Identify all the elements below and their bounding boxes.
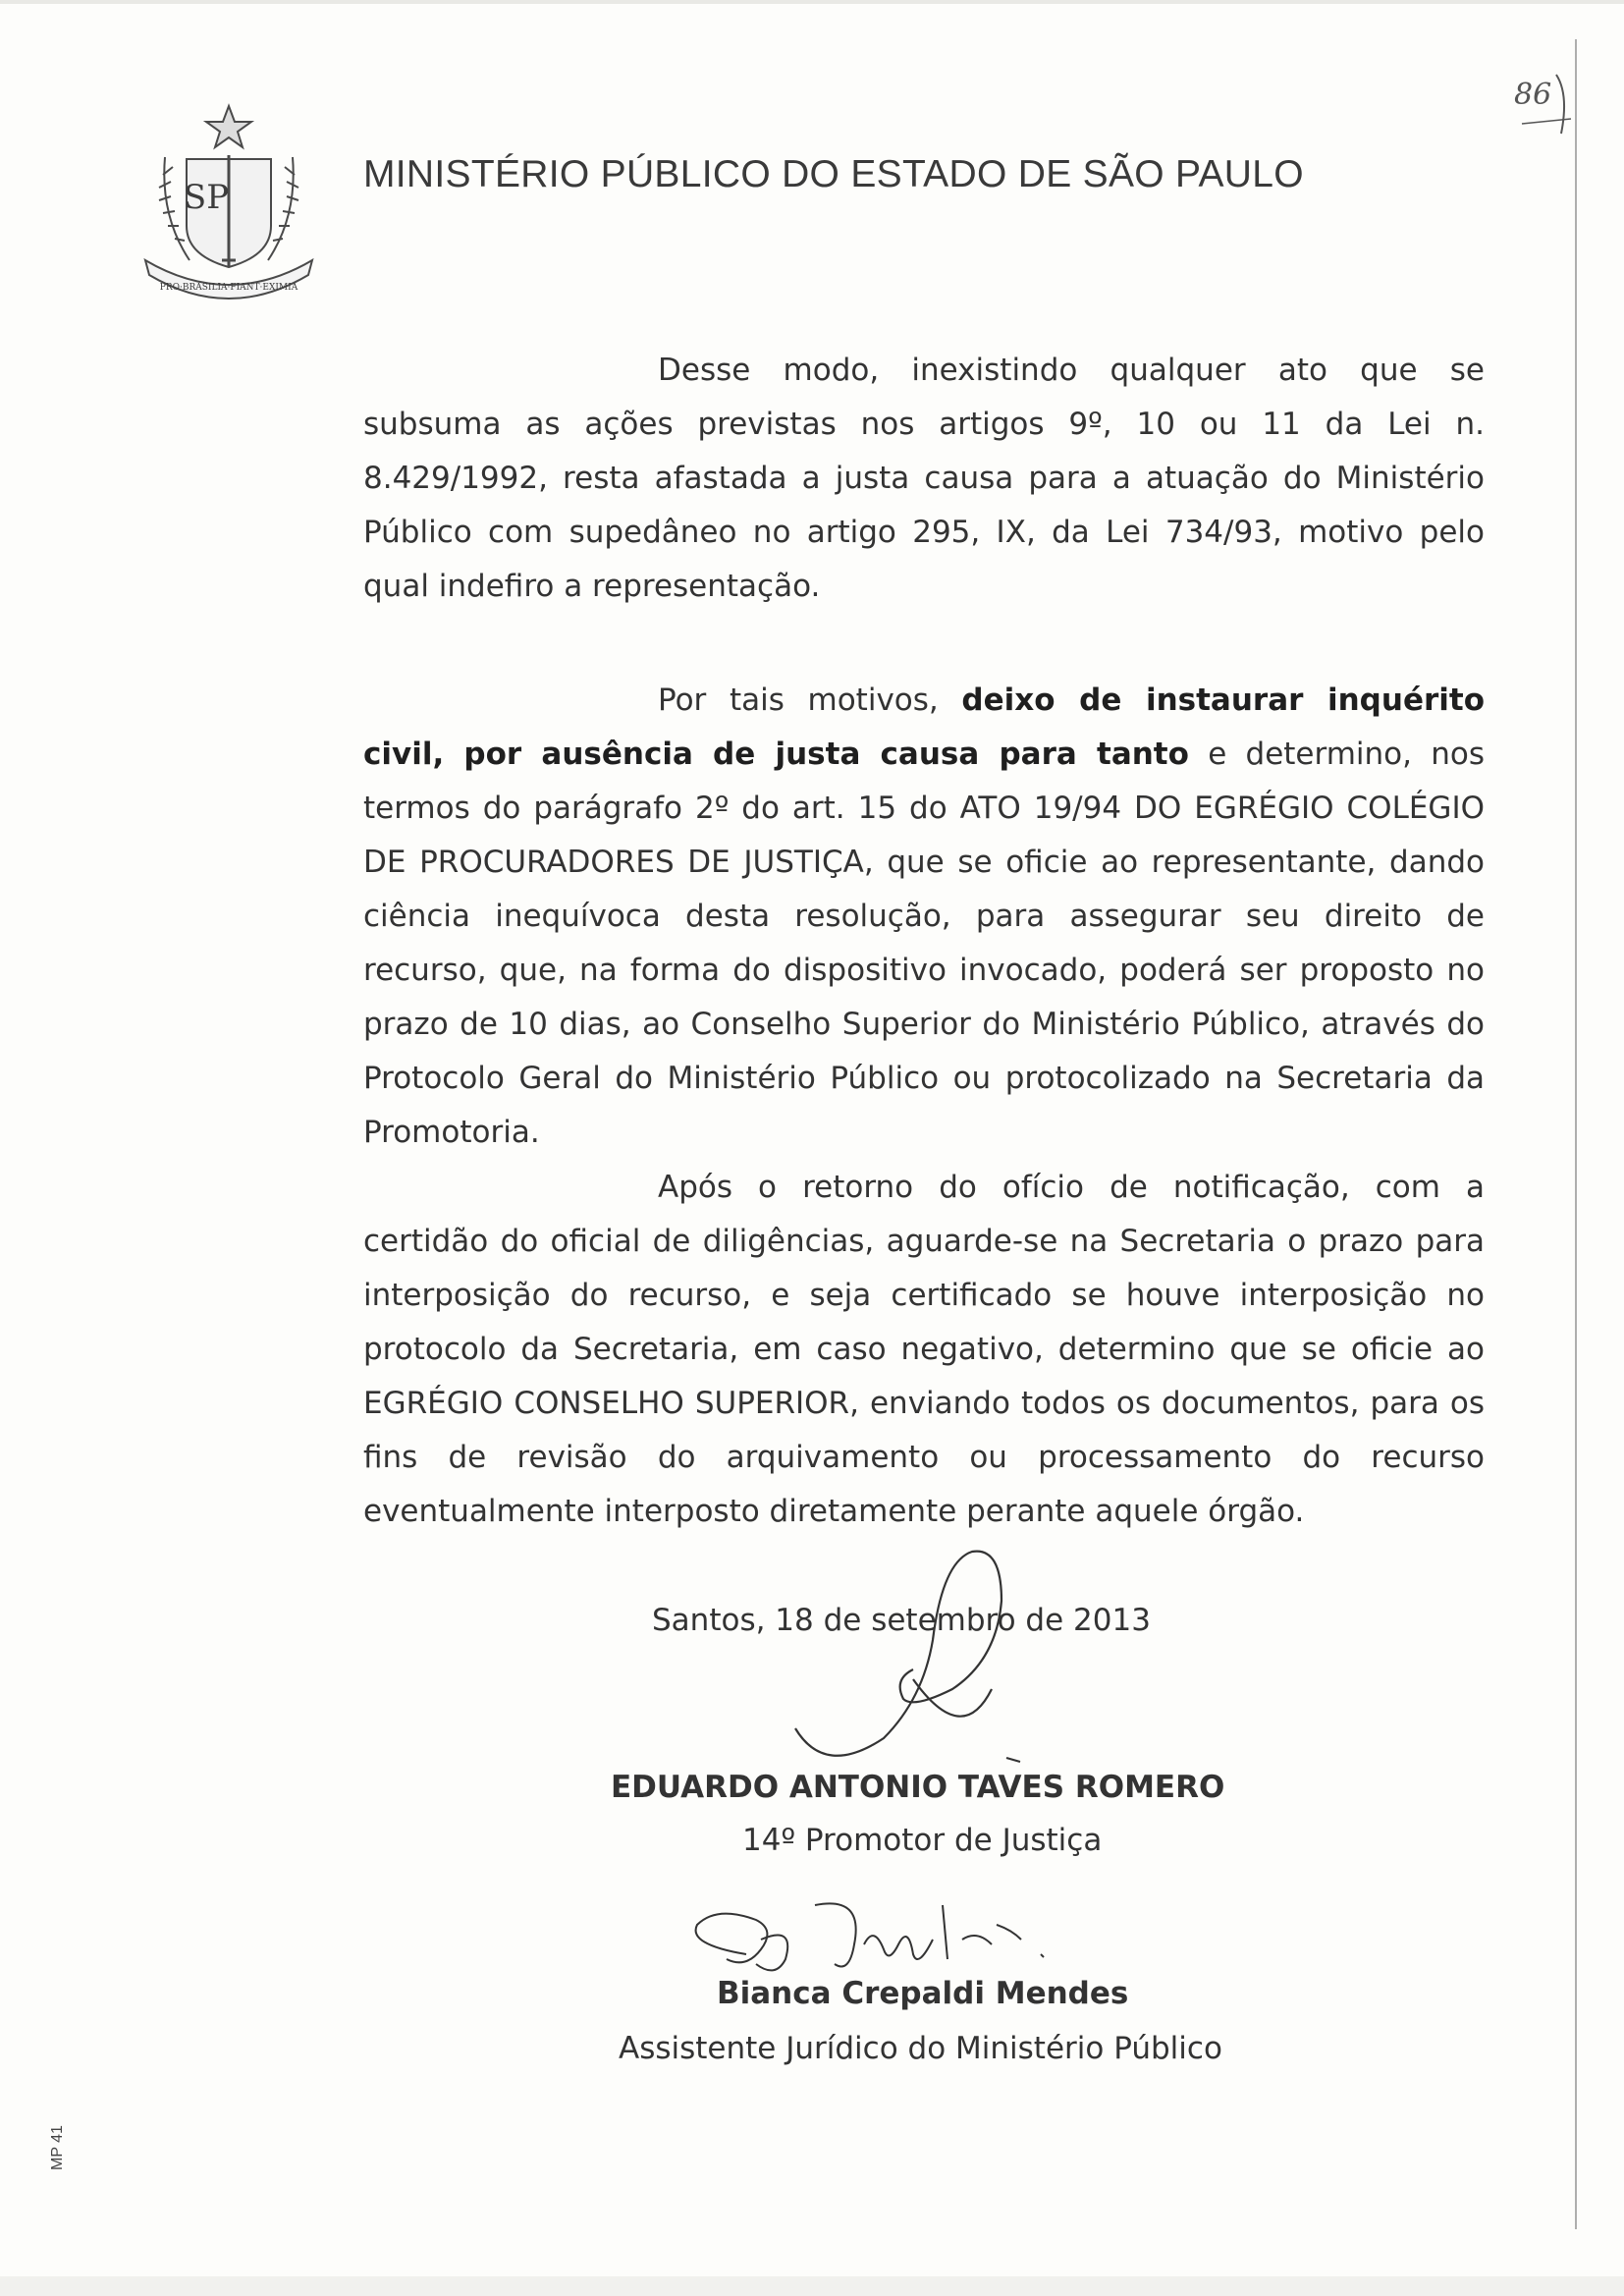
- svg-text:SP: SP: [183, 178, 230, 217]
- signer-2-name: Bianca Crepaldi Mendes: [717, 1976, 1129, 2011]
- paragraph-3: [363, 1161, 1485, 1539]
- signer-1-name: EDUARDO ANTONIO TAVES ROMERO: [611, 1770, 1225, 1805]
- signer-1-role: 14º Promotor de Justiça: [742, 1823, 1103, 1858]
- paragraph-2: [363, 674, 1485, 1160]
- signer-2-role: Assistente Jurídico do Ministério Público: [619, 2031, 1222, 2066]
- paragraph-1: [363, 344, 1485, 614]
- scan-edge-bottom: [0, 2276, 1624, 2296]
- paragraph-2-end: e determino, nos termos do parágrafo 2º do art. 15 do ATO 19/94 DO EGRÉGIO COLÉGIO DE PROCURADORES DE JUSTIÇA, que se oficie ao representante, dando ciência inequívoca desta resolução, para assegurar seu direito de recurso, que, na forma do dispositivo invocado, poderá ser proposto no prazo de 10 dias, ao Conselho Superior do Ministério Público, através do Protocolo Geral do Ministério Público ou protocolizado na Secretaria da Promotoria.: [363, 737, 1486, 1150]
- paragraph-3-text: Após o retorno do ofício de notificação, com a certidão do oficial de diligências, aguarde-se na Secretaria o prazo para interposição do recurso, e seja certificado se houve interposição no protocolo da Secretaria, em caso negativo, determino que se oficie ao EGRÉGIO CONSELHO SUPERIOR, enviando todos os documentos, para os fins de revisão do arquivamento ou processamento do recurso eventualmente interposto diretamente perante aquele órgão.: [363, 1170, 1485, 1529]
- form-code: MP 41: [49, 2125, 66, 2170]
- svg-text:PRO·BRASILIA·FIANT·EXIMIA: PRO·BRASILIA·FIANT·EXIMIA: [159, 283, 298, 293]
- svg-text:86: 86: [1514, 78, 1552, 112]
- date-line: Santos, 18 de setembro de 2013: [652, 1603, 1151, 1638]
- paragraph-1-text: Desse modo, inexistindo qualquer ato que se subsuma as ações previstas nos artigos 9º, 10 ou 11 da Lei n. 8.429/1992, resta afastada a justa causa para a atuação do Ministério Público com supedâneo no artigo 295, IX, da Lei 734/93, motivo pelo qual indefiro a representação.: [363, 353, 1485, 604]
- paragraph-2-bold: deixo de instaurar inquérito civil, por ausência de justa causa para tanto: [363, 683, 1485, 772]
- scan-edge-top: [0, 0, 1624, 4]
- folio-handwritten-mark: [1512, 65, 1581, 143]
- sao-paulo-seal-icon: [135, 98, 322, 309]
- scan-edge-right: [1575, 39, 1577, 2229]
- organization-title: MINISTÉRIO PÚBLICO DO ESTADO DE SÃO PAULO: [363, 153, 1304, 195]
- paragraph-2-start: Por tais motivos,: [658, 683, 962, 718]
